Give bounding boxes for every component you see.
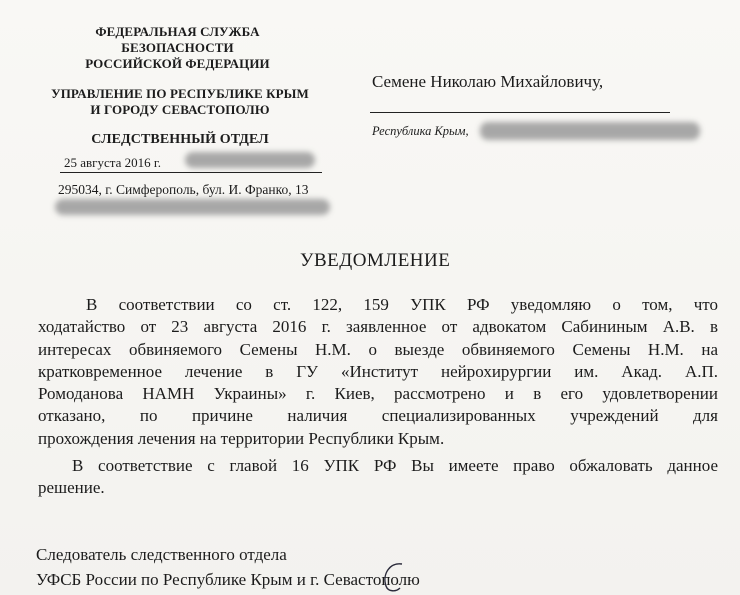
paragraph-2 (38, 455, 718, 500)
sender-address: 295034, г. Симферополь, бул. И. Франко, 13 (58, 182, 309, 197)
document-title: УВЕДОМЛЕНИЕ (300, 250, 451, 271)
date-underline (60, 172, 322, 173)
redacted-address (480, 122, 700, 140)
directorate-line-2: И ГОРОДУ СЕВАСТОПОЛЮ (90, 102, 270, 117)
signature-scribble (380, 560, 410, 594)
text-line: В соответствии со ст. 122, 159 УПК РФ уведомляю о том, что (86, 295, 718, 314)
agency-line-1: ФЕДЕРАЛЬНАЯ СЛУЖБА (95, 24, 260, 39)
department: СЛЕДСТВЕННЫЙ ОТДЕЛ (91, 132, 269, 147)
text-line: решение. (38, 478, 105, 498)
recipient-name: Семене Николаю Михайловичу, (372, 72, 604, 91)
document-date: 25 августа 2016 г. (64, 155, 161, 170)
recipient-underline (370, 112, 670, 113)
text-line: интересах обвиняемого Семены Н.М. о выезде обвиняемого Семены Н.М. на (38, 339, 718, 359)
text-line: В соответствие с главой 16 УПК РФ Вы имеете право обжаловать данное (72, 456, 718, 475)
text-line: кратковременное лечение в ГУ «Институт нейрохирургии им. Акад. А.П. (38, 361, 718, 381)
directorate-line-1: УПРАВЛЕНИЕ ПО РЕСПУБЛИКЕ КРЫМ (51, 86, 309, 101)
text-line: отказано, по причине наличия специализированных учреждений для (38, 406, 718, 426)
redacted-number (185, 152, 315, 168)
agency-line-2: БЕЗОПАСНОСТИ (121, 40, 234, 55)
text-line: Ромоданова НАМН Украины» г. Киев, рассмотрено и в его удовлетворении (38, 384, 718, 404)
text-line: ходатайство от 23 августа 2016 г. заявленное от адвокатом Сабининым А.В. в (38, 317, 718, 337)
signature-line-2: УФСБ России по Республике Крым и г. Севастополю (36, 570, 420, 589)
signature-line-1: Следователь следственного отдела (36, 545, 287, 564)
recipient-region: Республика Крым, (372, 124, 469, 138)
agency-line-3: РОССИЙСКОЙ ФЕДЕРАЦИИ (85, 56, 270, 71)
text-line: прохождения лечения на территории Республики Крым. (38, 428, 445, 448)
paragraph-1 (38, 294, 718, 450)
redacted-phone (55, 199, 330, 215)
